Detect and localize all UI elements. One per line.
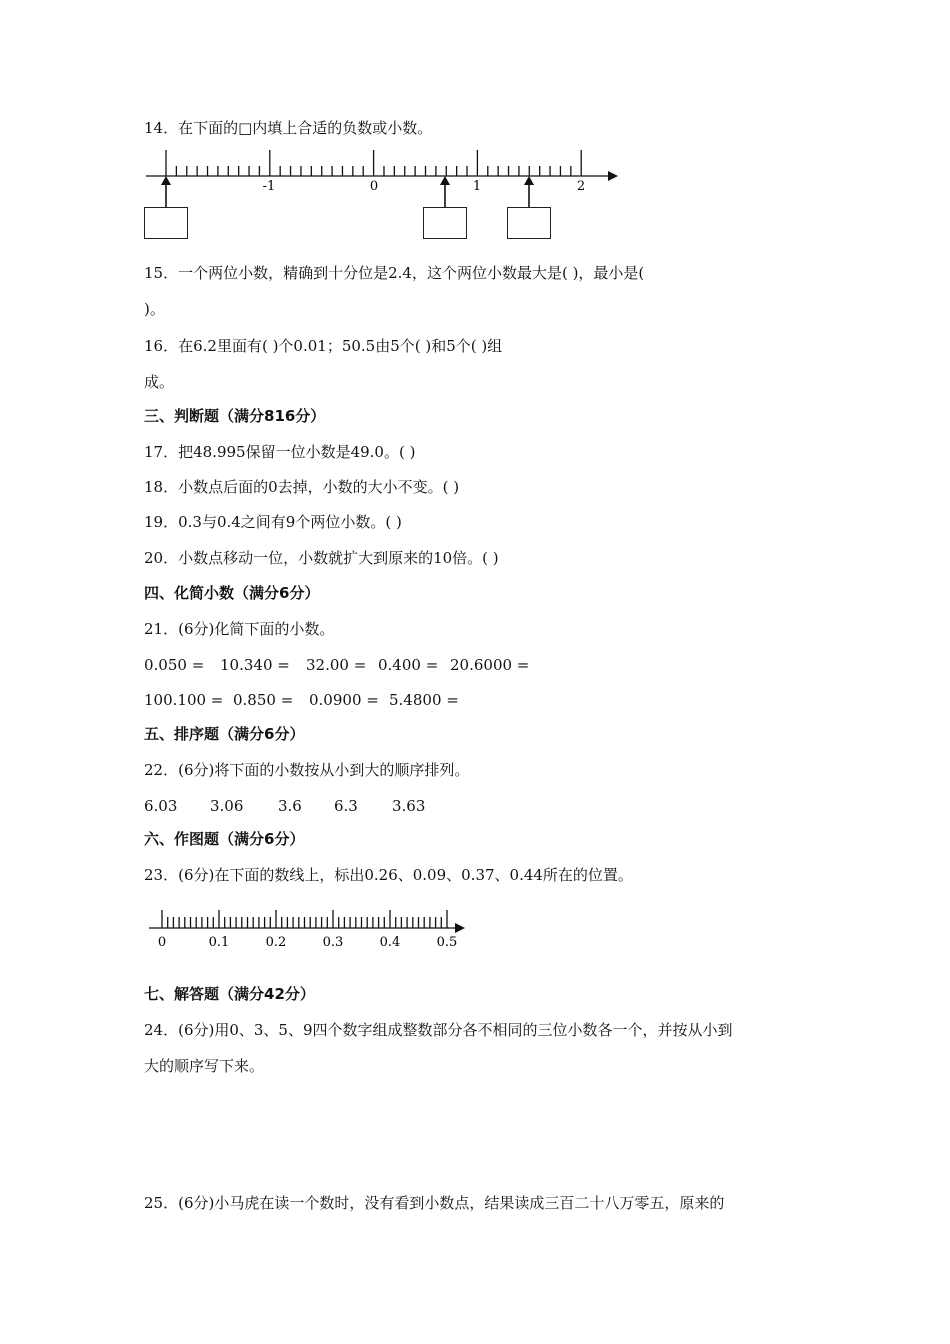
q23-label: 0.4 [379,935,401,950]
axis-arrow-icon [455,923,465,933]
decimal-item: 10.340 = [220,656,290,674]
q15-line1: 15．一个两位小数，精确到十分位是2.4，这个两位小数最大是( )，最小是( [144,264,645,282]
decimal-item: 0.850 = [233,691,294,709]
q22-numbers [144,796,425,816]
q21-row2 [144,690,459,710]
q14-text: 14．在下面的□内填上合适的负数或小数。 [144,119,433,137]
decimal-item: 0.0900 = [309,691,379,709]
section-6-heading: 六、作图题（满分6分） [144,830,305,848]
section-5-heading: 五、排序题（满分6分） [144,725,305,743]
q23-label: 0.3 [322,935,344,950]
q25: 25．(6分)小马虎在读一个数时，没有看到小数点，结果读成三百二十八万零五，原来的 [144,1194,725,1212]
q23-text: 23．(6分)在下面的数线上，标出0.26、0.09、0.37、0.44所在的位置。 [144,866,633,884]
decimal-item: 3.06 [210,797,244,815]
q24-line1: 24．(6分)用0、3、5、9四个数字组成整数部分各不相同的三位小数各一个，并按从小到 [144,1021,733,1039]
answer-box-1[interactable] [144,207,188,239]
decimal-item: 32.00 = [306,656,367,674]
decimal-item: 6.3 [334,797,358,815]
q23-number-line [145,906,475,952]
q14-label: 0 [369,179,379,194]
answer-box-3[interactable] [507,207,551,239]
q14-label: -1 [262,179,276,194]
q23-label: 0 [157,935,167,950]
q14-label: 2 [576,179,586,194]
q16-line1: 16．在6.2里面有( )个0.01；50.5由5个( )和5个( )组 [144,337,503,355]
decimal-item: 6.03 [144,797,178,815]
decimal-item: 0.050 = [144,656,205,674]
q22-text: 22．(6分)将下面的小数按从小到大的顺序排列。 [144,761,470,779]
q17: 17．把48.995保留一位小数是49.0。( ) [144,443,416,461]
section-3-heading: 三、判断题（满分816分） [144,407,326,425]
decimal-item: 5.4800 = [389,691,459,709]
decimal-item: 0.400 = [378,656,439,674]
decimal-item: 20.6000 = [450,656,530,674]
q23-label: 0.1 [208,935,230,950]
decimal-item: 3.63 [392,797,426,815]
q18: 18．小数点后面的0去掉，小数的大小不变。( ) [144,478,460,496]
section-4-heading: 四、化简小数（满分6分） [144,584,320,602]
q21-row1 [144,655,529,675]
q23-label: 0.5 [436,935,458,950]
section-7-heading: 七、解答题（满分42分） [144,985,315,1003]
q15-line2: )。 [144,300,165,318]
q19: 19．0.3与0.4之间有9个两位小数。( ) [144,513,402,531]
q24-line2: 大的顺序写下来。 [144,1057,265,1075]
q14-label: 1 [472,179,482,194]
q14-arrows [140,175,630,209]
q16-line2: 成。 [144,373,175,391]
q23-label: 0.2 [265,935,287,950]
decimal-item: 3.6 [278,797,302,815]
answer-box-2[interactable] [423,207,467,239]
q21-text: 21．(6分)化简下面的小数。 [144,620,335,638]
q20: 20．小数点移动一位，小数就扩大到原来的10倍。( ) [144,549,499,567]
decimal-item: 100.100 = [144,691,224,709]
